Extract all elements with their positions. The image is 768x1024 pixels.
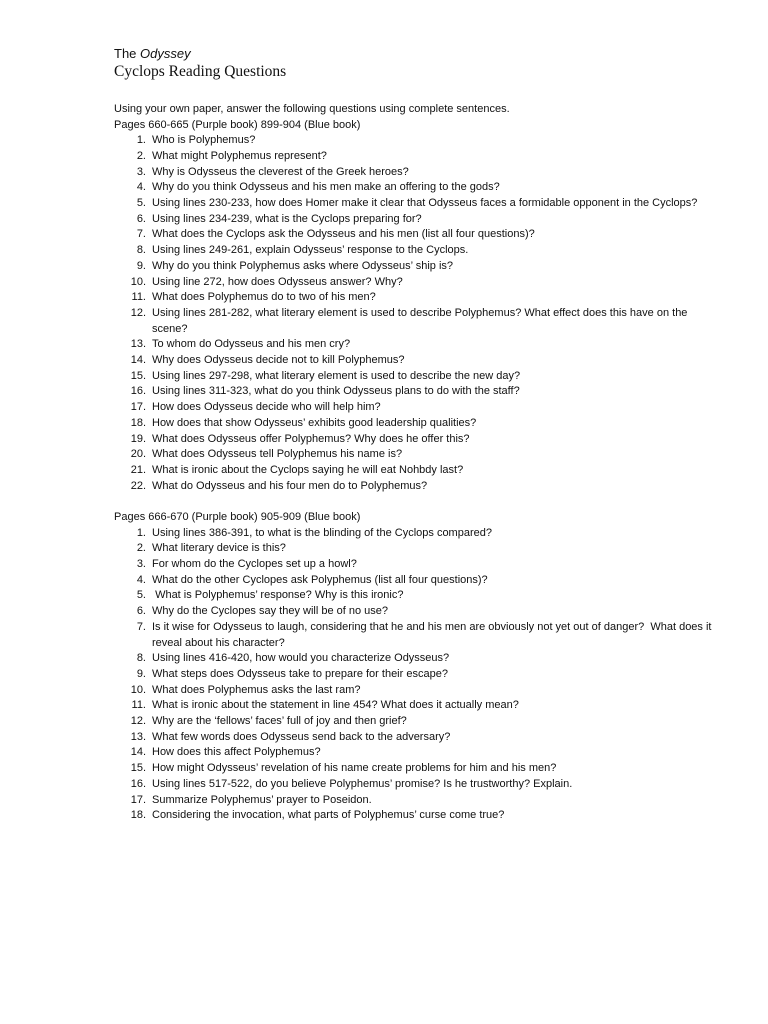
question-item	[114, 573, 714, 589]
question-number: 7.	[136, 228, 146, 241]
question-number: 15.	[130, 369, 146, 382]
question-number: 3.	[136, 558, 146, 571]
question-item	[114, 180, 714, 196]
question-number: 8.	[136, 244, 146, 257]
question-item	[114, 667, 714, 683]
question-list	[114, 133, 714, 494]
question-text: How does that show Odysseus’ exhibits good leadership qualities?	[152, 416, 477, 429]
question-number: 5.	[136, 589, 146, 602]
section-heading: Pages 666-670 (Purple book) 905-909 (Blue book)	[114, 511, 361, 524]
question-text: Using lines 386-391, to what is the blinding of the Cyclops compared?	[152, 526, 492, 539]
question-number: 19.	[130, 432, 146, 445]
question-text: What is ironic about the statement in line 454? What does it actually mean?	[152, 699, 519, 712]
question-number: 21.	[130, 463, 146, 476]
question-item	[114, 243, 714, 259]
question-item	[114, 212, 714, 228]
question-text: Using lines 311-323, what do you think Odysseus plans to do with the staff?	[152, 385, 520, 398]
question-text: What do the other Cyclopes ask Polyphemus (list all four questions)?	[152, 573, 488, 586]
question-number: 18.	[130, 416, 146, 429]
question-number: 10.	[130, 275, 146, 288]
title-italic: Odyssey	[140, 46, 191, 61]
question-item	[114, 133, 714, 149]
question-item	[114, 353, 714, 369]
question-text: How does this affect Polyphemus?	[152, 746, 321, 759]
question-number: 4.	[136, 181, 146, 194]
question-list	[114, 526, 714, 824]
question-item	[114, 588, 714, 604]
question-number: 16.	[130, 385, 146, 398]
question-number: 13.	[130, 338, 146, 351]
question-text: For whom do the Cyclopes set up a howl?	[152, 558, 357, 571]
question-text: What does the Cyclops ask the Odysseus and his men (list all four questions)?	[152, 228, 535, 241]
question-number: 10.	[130, 683, 146, 696]
question-text: What steps does Odysseus take to prepare for their escape?	[152, 667, 448, 680]
question-number: 9.	[136, 667, 146, 680]
question-item	[114, 369, 714, 385]
question-text: Is it wise for Odysseus to laugh, considering that he and his men are obviously not yet out of danger? What does it reveal about his character?	[152, 620, 715, 649]
question-number: 14.	[130, 354, 146, 367]
question-number: 14.	[130, 746, 146, 759]
question-section	[114, 510, 714, 824]
question-text: Why do you think Odysseus and his men make an offering to the gods?	[152, 181, 500, 194]
question-item	[114, 227, 714, 243]
question-section	[114, 118, 714, 495]
question-number: 17.	[130, 401, 146, 414]
question-item	[114, 259, 714, 275]
question-text: Using line 272, how does Odysseus answer? Why?	[152, 275, 403, 288]
question-text: What does Odysseus offer Polyphemus? Why does he offer this?	[152, 432, 470, 445]
question-text: Why do the Cyclopes say they will be of no use?	[152, 605, 389, 618]
question-text: What do Odysseus and his four men do to Polyphemus?	[152, 479, 428, 492]
question-number: 6.	[136, 605, 146, 618]
question-text: Who is Polyphemus?	[152, 134, 256, 147]
question-text: To whom do Odysseus and his men cry?	[152, 338, 351, 351]
question-text: What does Polyphemus do to two of his men?	[152, 291, 376, 304]
document-page	[114, 46, 714, 824]
question-item	[114, 275, 714, 291]
document-subtitle: Cyclops Reading Questions	[114, 63, 287, 80]
question-text: Why do you think Polyphemus asks where Odysseus’ ship is?	[152, 259, 454, 272]
question-text: Using lines 416-420, how would you characterize Odysseus?	[152, 652, 450, 665]
question-number: 1.	[136, 134, 146, 147]
question-text: Why does Odysseus decide not to kill Polyphemus?	[152, 354, 405, 367]
section-spacer	[114, 494, 714, 510]
question-item	[114, 416, 714, 432]
question-number: 12.	[130, 306, 146, 319]
question-item	[114, 808, 714, 824]
question-text: What is ironic about the Cyclops saying he will eat Nohbdy last?	[152, 463, 464, 476]
question-item	[114, 730, 714, 746]
question-item	[114, 683, 714, 699]
question-number: 3.	[136, 165, 146, 178]
question-text: Using lines 249-261, explain Odysseus’ response to the Cyclops.	[152, 244, 469, 257]
question-number: 7.	[136, 620, 146, 633]
question-text: How might Odysseus’ revelation of his name create problems for him and his men?	[152, 762, 557, 775]
question-item	[114, 777, 714, 793]
question-text: What few words does Odysseus send back to the adversary?	[152, 730, 451, 743]
question-text: Using lines 297-298, what literary element is used to describe the new day?	[152, 369, 521, 382]
question-item	[114, 149, 714, 165]
question-text: Why are the ‘fellows’ faces’ full of joy and then grief?	[152, 715, 407, 728]
question-item	[114, 526, 714, 542]
question-sections	[114, 118, 714, 824]
question-text: Summarize Polyphemus’ prayer to Poseidon.	[152, 793, 372, 806]
question-number: 13.	[130, 730, 146, 743]
question-item	[114, 604, 714, 620]
question-item	[114, 745, 714, 761]
question-number: 17.	[130, 793, 146, 806]
question-item	[114, 651, 714, 667]
section-heading: Pages 660-665 (Purple book) 899-904 (Blue book)	[114, 118, 361, 131]
question-number: 1.	[136, 526, 146, 539]
question-number: 9.	[136, 259, 146, 272]
question-item	[114, 290, 714, 306]
question-number: 11.	[131, 699, 146, 712]
question-text: What does Odysseus tell Polyphemus his name is?	[152, 448, 403, 461]
question-item	[114, 384, 714, 400]
question-text: What might Polyphemus represent?	[152, 149, 327, 162]
question-item	[114, 698, 714, 714]
question-item	[114, 541, 714, 557]
question-text: Using lines 234-239, what is the Cyclops preparing for?	[152, 212, 422, 225]
question-item	[114, 620, 714, 651]
question-item	[114, 432, 714, 448]
question-number: 18.	[130, 809, 146, 822]
question-item	[114, 337, 714, 353]
question-item	[114, 479, 714, 495]
instructions: Using your own paper, answer the following questions using complete sentences.	[114, 103, 510, 115]
question-item	[114, 557, 714, 573]
question-number: 2.	[136, 149, 146, 162]
question-number: 6.	[136, 212, 146, 225]
question-text: What does Polyphemus asks the last ram?	[152, 683, 361, 696]
question-number: 4.	[136, 573, 146, 586]
question-number: 11.	[131, 291, 146, 304]
question-item	[114, 400, 714, 416]
question-text: Why is Odysseus the cleverest of the Greek heroes?	[152, 165, 409, 178]
question-text: What is Polyphemus’ response? Why is this ironic?	[152, 589, 404, 602]
question-number: 12.	[130, 715, 146, 728]
question-item	[114, 761, 714, 777]
question-item	[114, 165, 714, 181]
question-text: What literary device is this?	[152, 542, 286, 555]
question-item	[114, 447, 714, 463]
question-text: Using lines 517-522, do you believe Polyphemus’ promise? Is he trustworthy? Explain.	[152, 777, 573, 790]
question-number: 5.	[136, 197, 146, 209]
question-number: 15.	[130, 762, 146, 775]
question-text: Using lines 230-233, how does Homer make it clear that Odysseus faces a formidable opponent in the Cyclops?	[152, 197, 698, 209]
document-title	[114, 46, 714, 62]
title-prefix: The	[114, 46, 141, 61]
question-number: 8.	[136, 652, 146, 665]
question-item	[114, 793, 714, 809]
question-item	[114, 463, 714, 479]
question-text: Considering the invocation, what parts of Polyphemus’ curse come true?	[152, 809, 505, 822]
question-number: 22.	[130, 479, 146, 492]
question-item	[114, 306, 714, 337]
question-number: 20.	[130, 448, 146, 461]
question-item	[114, 714, 714, 730]
question-text: Using lines 281-282, what literary element is used to describe Polyphemus? What effect does this have on the scene?	[152, 306, 691, 335]
question-number: 16.	[130, 777, 146, 790]
question-number: 2.	[136, 542, 146, 555]
question-item	[114, 196, 714, 212]
question-text: How does Odysseus decide who will help him?	[152, 401, 381, 414]
